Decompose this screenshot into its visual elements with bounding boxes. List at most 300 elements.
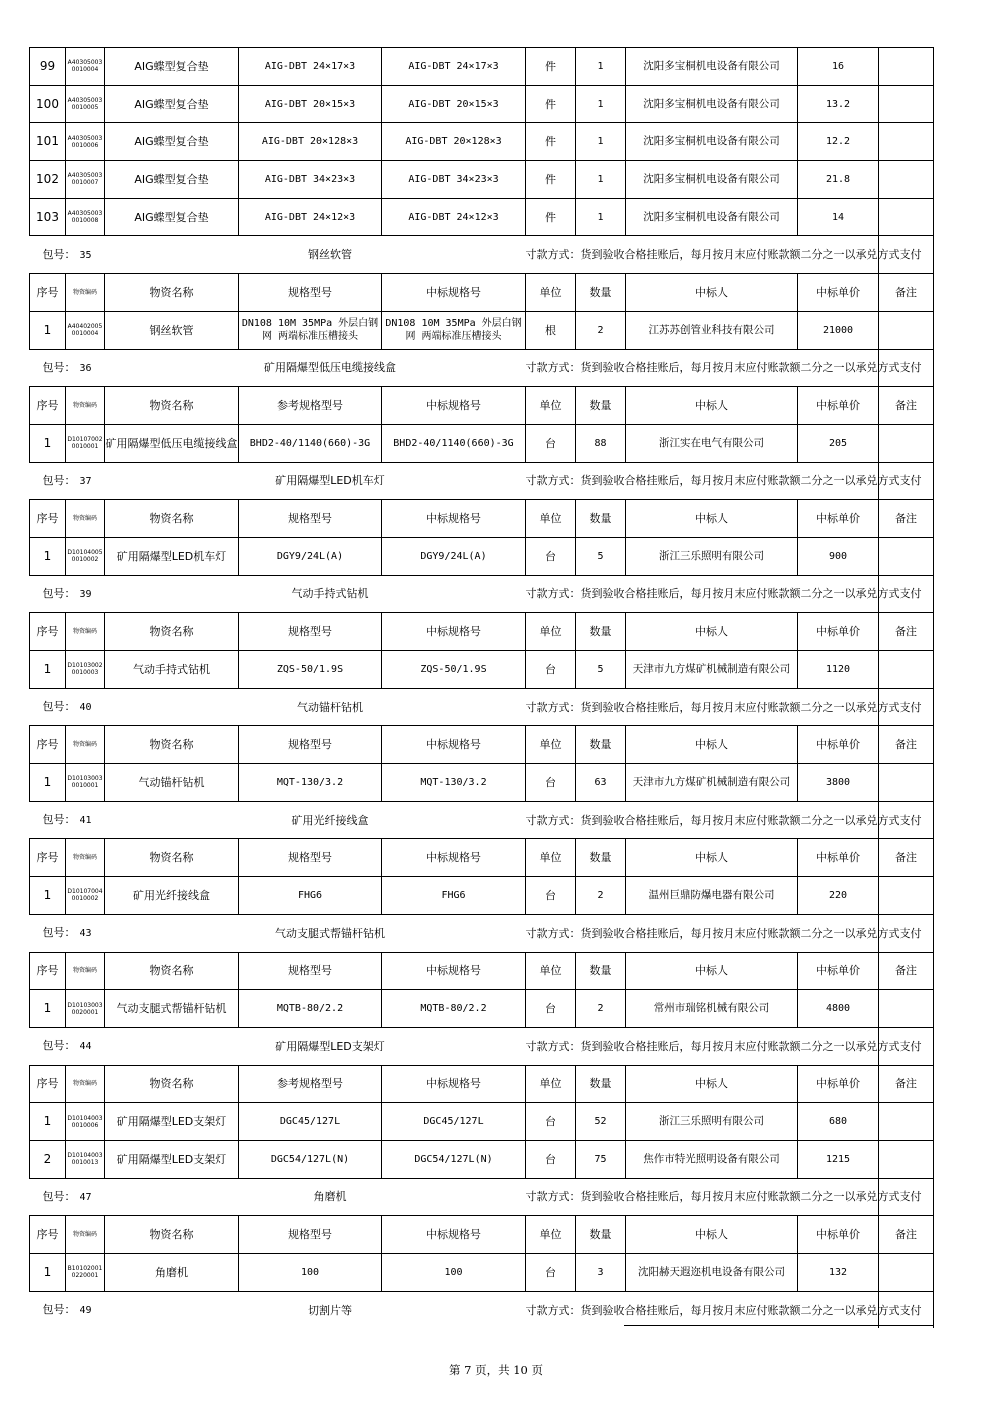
col-header-code: 物资编码 — [66, 839, 105, 877]
qty-cell: 1 — [576, 85, 626, 123]
price-cell: 14 — [798, 198, 879, 236]
col-header-bid-spec: 中标规格号 — [382, 500, 526, 538]
col-header-code: 物资编码 — [66, 613, 105, 651]
bid-spec-cell: DGC45/127L — [382, 1103, 526, 1141]
payment-terms: 寸款方式：货到验收合格挂账后，每月按月末应付账款额二分之一以承兑方式支付 — [525, 700, 922, 714]
col-header-bidder: 中标人 — [626, 952, 798, 990]
package-title: 气动锚杆钻机 — [297, 700, 363, 714]
table-row — [30, 85, 934, 123]
remark-cell — [879, 990, 934, 1028]
package-row — [30, 1291, 934, 1328]
seq-cell: 1 — [30, 877, 66, 915]
package-number — [30, 688, 105, 726]
column-header-row — [30, 1216, 934, 1254]
bid-spec-cell: FHG6 — [382, 877, 526, 915]
bid-spec-cell: AIG-DBT 34×23×3 — [382, 161, 526, 199]
col-header-spec: 规格型号 — [239, 613, 382, 651]
material-name-cell: 钢丝软管 — [105, 311, 239, 349]
bidder-cell: 焦作市特光照明设备有限公司 — [626, 1140, 798, 1178]
spec-cell: DGY9/24L(A) — [239, 537, 382, 575]
col-header-bidder: 中标人 — [626, 387, 798, 425]
col-header-name: 物资名称 — [105, 726, 239, 764]
column-header-row — [30, 1065, 934, 1103]
spec-cell: BHD2-40/1140(660)-3G — [239, 424, 382, 462]
col-header-price: 中标单价 — [798, 500, 879, 538]
unit-cell: 件 — [526, 161, 576, 199]
col-header-name: 物资名称 — [105, 613, 239, 651]
col-header-seq: 序号 — [30, 613, 66, 651]
spec-cell: AIG-DBT 20×128×3 — [239, 123, 382, 161]
qty-cell: 52 — [576, 1103, 626, 1141]
unit-cell: 台 — [526, 1254, 576, 1292]
spec-cell: FHG6 — [239, 877, 382, 915]
col-header-bidder: 中标人 — [626, 500, 798, 538]
col-header-bid-spec: 中标规格号 — [382, 1065, 526, 1103]
payment-terms: 寸款方式：货到验收合格挂账后，每月按月末应付账款额二分之一以承兑方式支付 — [525, 1039, 922, 1053]
qty-cell: 5 — [576, 537, 626, 575]
col-header-seq: 序号 — [30, 274, 66, 312]
seq-cell: 1 — [30, 537, 66, 575]
bid-spec-cell: MQT-130/3.2 — [382, 764, 526, 802]
table-row — [30, 1103, 934, 1141]
col-header-price: 中标单价 — [798, 613, 879, 651]
qty-cell: 1 — [576, 161, 626, 199]
col-header-remark: 备注 — [879, 1065, 934, 1103]
table-row — [30, 123, 934, 161]
material-name-cell: AIG蝶型复合垫 — [105, 85, 239, 123]
payment-terms: 寸款方式：货到验收合格挂账后，每月按月末应付账款额二分之一以承兑方式支付 — [525, 248, 922, 262]
col-header-bid-spec: 中标规格号 — [382, 952, 526, 990]
payment-terms: 寸款方式：货到验收合格挂账后，每月按月末应付账款额二分之一以承兑方式支付 — [525, 587, 922, 601]
column-header-row — [30, 387, 934, 425]
material-name-cell: 气动支腿式帮锚杆钻机 — [105, 990, 239, 1028]
remark-cell — [879, 1103, 934, 1141]
col-header-name: 物资名称 — [105, 952, 239, 990]
bidder-cell: 浙江三乐照明有限公司 — [626, 1103, 798, 1141]
table-row — [30, 877, 934, 915]
package-row — [30, 575, 934, 613]
package-number — [30, 575, 105, 613]
remark-cell — [879, 1140, 934, 1178]
col-header-bidder: 中标人 — [626, 839, 798, 877]
table-row — [30, 1140, 934, 1178]
price-cell: 3800 — [798, 764, 879, 802]
spec-cell: DN108 10M 35MPa 外层白钢网 两端标准压槽接头 — [239, 311, 382, 349]
col-header-qty: 数量 — [576, 1216, 626, 1254]
bid-spec-cell: AIG-DBT 24×17×3 — [382, 48, 526, 86]
col-header-bid-spec: 中标规格号 — [382, 613, 526, 651]
col-header-seq: 序号 — [30, 1216, 66, 1254]
package-number — [30, 914, 105, 952]
material-code-cell: A40305003 0010007 — [66, 161, 105, 199]
seq-cell: 103 — [30, 198, 66, 236]
qty-cell: 1 — [576, 123, 626, 161]
material-name-cell: 气动锚杆钻机 — [105, 764, 239, 802]
price-cell: 205 — [798, 424, 879, 462]
col-header-unit: 单位 — [526, 726, 576, 764]
spec-cell: AIG-DBT 24×17×3 — [239, 48, 382, 86]
col-header-price: 中标单价 — [798, 839, 879, 877]
spec-cell: ZQS-50/1.9S — [239, 651, 382, 689]
col-header-qty: 数量 — [576, 839, 626, 877]
col-header-name: 物资名称 — [105, 1065, 239, 1103]
material-code-cell: B10102001 0220001 — [66, 1254, 105, 1292]
price-cell: 132 — [798, 1254, 879, 1292]
price-cell: 1215 — [798, 1140, 879, 1178]
material-name-cell: AIG蝶型复合垫 — [105, 161, 239, 199]
bid-spec-cell: AIG-DBT 20×15×3 — [382, 85, 526, 123]
col-header-remark: 备注 — [879, 726, 934, 764]
col-header-unit: 单位 — [526, 500, 576, 538]
column-header-row — [30, 613, 934, 651]
remark-cell — [879, 48, 934, 86]
remark-cell — [879, 877, 934, 915]
remark-cell — [879, 537, 934, 575]
unit-cell: 台 — [526, 424, 576, 462]
price-cell: 21.8 — [798, 161, 879, 199]
price-cell: 4800 — [798, 990, 879, 1028]
material-name-cell: 矿用隔爆型LED支架灯 — [105, 1103, 239, 1141]
qty-cell: 88 — [576, 424, 626, 462]
col-header-seq: 序号 — [30, 500, 66, 538]
bidder-cell: 温州巨鼎防爆电器有限公司 — [626, 877, 798, 915]
price-cell: 12.2 — [798, 123, 879, 161]
table-row — [30, 537, 934, 575]
material-name-cell: 矿用隔爆型低压电缆接线盒 — [105, 424, 239, 462]
material-code-cell: D10103003 0010001 — [66, 764, 105, 802]
unit-cell: 件 — [526, 123, 576, 161]
table-bottom-rule — [624, 1325, 933, 1326]
col-header-price: 中标单价 — [798, 1065, 879, 1103]
bidder-cell: 浙江三乐照明有限公司 — [626, 537, 798, 575]
bid-spec-cell: 100 — [382, 1254, 526, 1292]
package-title: 切割片等 — [308, 1303, 352, 1317]
column-header-row — [30, 952, 934, 990]
col-header-bidder: 中标人 — [626, 1216, 798, 1254]
col-header-spec: 规格型号 — [239, 500, 382, 538]
qty-cell: 3 — [576, 1254, 626, 1292]
remark-cell — [879, 123, 934, 161]
package-label: 包号： — [42, 813, 76, 827]
package-no: 41 — [79, 815, 92, 827]
spec-cell: MQTB-80/2.2 — [239, 990, 382, 1028]
material-code-cell: A40305003 0010008 — [66, 198, 105, 236]
qty-cell: 2 — [576, 990, 626, 1028]
package-number — [30, 462, 105, 500]
spec-cell: AIG-DBT 24×12×3 — [239, 198, 382, 236]
material-name-cell: 气动手持式钻机 — [105, 651, 239, 689]
bid-spec-cell: BHD2-40/1140(660)-3G — [382, 424, 526, 462]
bidder-cell: 浙江实在电气有限公司 — [626, 424, 798, 462]
seq-cell: 2 — [30, 1140, 66, 1178]
material-code-cell: D10104005 0010002 — [66, 537, 105, 575]
material-name-cell: 矿用光纤接线盒 — [105, 877, 239, 915]
payment-terms: 寸款方式：货到验收合格挂账后，每月按月末应付账款额二分之一以承兑方式支付 — [525, 361, 922, 375]
unit-cell: 台 — [526, 537, 576, 575]
package-label: 包号： — [42, 1303, 76, 1317]
payment-terms: 寸款方式：货到验收合格挂账后，每月按月末应付账款额二分之一以承兑方式支付 — [525, 813, 922, 827]
bidder-cell: 沈阳多宝桐机电设备有限公司 — [626, 48, 798, 86]
package-row — [30, 236, 934, 274]
package-no: 47 — [79, 1191, 92, 1203]
col-header-code: 物资编码 — [66, 274, 105, 312]
col-header-spec: 规格型号 — [239, 952, 382, 990]
seq-cell: 1 — [30, 424, 66, 462]
remark-cell — [879, 161, 934, 199]
package-no: 39 — [79, 588, 92, 600]
bidder-cell: 沈阳多宝桐机电设备有限公司 — [626, 123, 798, 161]
package-title: 矿用隔爆型低压电缆接线盒 — [264, 361, 396, 375]
unit-cell: 件 — [526, 48, 576, 86]
spec-cell: MQT-130/3.2 — [239, 764, 382, 802]
price-cell: 1120 — [798, 651, 879, 689]
qty-cell: 1 — [576, 198, 626, 236]
package-title: 气动手持式钻机 — [291, 587, 369, 601]
spec-cell: AIG-DBT 20×15×3 — [239, 85, 382, 123]
material-name-cell: 矿用隔爆型LED机车灯 — [105, 537, 239, 575]
col-header-remark: 备注 — [879, 387, 934, 425]
bidder-cell: 沈阳多宝桐机电设备有限公司 — [626, 85, 798, 123]
bid-spec-cell: MQTB-80/2.2 — [382, 990, 526, 1028]
bid-spec-cell: ZQS-50/1.9S — [382, 651, 526, 689]
package-number — [30, 236, 105, 274]
spec-cell: 100 — [239, 1254, 382, 1292]
material-code-cell: A40305003 0010005 — [66, 85, 105, 123]
package-row — [30, 1178, 934, 1216]
payment-terms: 寸款方式：货到验收合格挂账后，每月按月末应付账款额二分之一以承兑方式支付 — [525, 474, 922, 488]
bidder-cell: 沈阳多宝桐机电设备有限公司 — [626, 161, 798, 199]
table-row — [30, 1254, 934, 1292]
package-number — [30, 1027, 105, 1065]
package-no: 37 — [79, 475, 92, 487]
col-header-seq: 序号 — [30, 726, 66, 764]
col-header-unit: 单位 — [526, 839, 576, 877]
unit-cell: 件 — [526, 85, 576, 123]
material-code-cell: A40402005 0010004 — [66, 311, 105, 349]
package-no: 36 — [79, 362, 92, 374]
package-row — [30, 462, 934, 500]
material-code-cell: D10103003 0020001 — [66, 990, 105, 1028]
price-cell: 16 — [798, 48, 879, 86]
bid-spec-cell: AIG-DBT 20×128×3 — [382, 123, 526, 161]
package-number — [30, 801, 105, 839]
package-label: 包号： — [42, 473, 76, 487]
col-header-unit: 单位 — [526, 387, 576, 425]
unit-cell: 台 — [526, 764, 576, 802]
package-no: 35 — [79, 249, 92, 261]
unit-cell: 台 — [526, 1140, 576, 1178]
material-name-cell: 矿用隔爆型LED支架灯 — [105, 1140, 239, 1178]
col-header-name: 物资名称 — [105, 1216, 239, 1254]
remark-cell — [879, 85, 934, 123]
qty-cell: 1 — [576, 48, 626, 86]
remark-cell — [879, 764, 934, 802]
payment-terms: 寸款方式：货到验收合格挂账后，每月按月末应付账款额二分之一以承兑方式支付 — [525, 926, 922, 940]
col-header-code: 物资编码 — [66, 500, 105, 538]
col-header-price: 中标单价 — [798, 387, 879, 425]
col-header-bid-spec: 中标规格号 — [382, 839, 526, 877]
bid-result-table — [29, 47, 934, 1328]
col-header-bidder: 中标人 — [626, 274, 798, 312]
col-header-code: 物资编码 — [66, 1065, 105, 1103]
package-row — [30, 914, 934, 952]
col-header-code: 物资编码 — [66, 387, 105, 425]
table-row — [30, 161, 934, 199]
col-header-qty: 数量 — [576, 274, 626, 312]
package-label: 包号： — [42, 360, 76, 374]
price-cell: 21000 — [798, 311, 879, 349]
col-header-spec: 规格型号 — [239, 274, 382, 312]
seq-cell: 1 — [30, 1103, 66, 1141]
remark-cell — [879, 424, 934, 462]
payment-terms: 寸款方式：货到验收合格挂账后，每月按月末应付账款额二分之一以承兑方式支付 — [525, 1190, 922, 1204]
col-header-spec: 参考规格型号 — [239, 387, 382, 425]
col-header-spec: 规格型号 — [239, 1216, 382, 1254]
table-row — [30, 311, 934, 349]
material-name-cell: AIG蝶型复合垫 — [105, 48, 239, 86]
bid-spec-cell: DGY9/24L(A) — [382, 537, 526, 575]
package-no: 44 — [79, 1041, 92, 1053]
col-header-remark: 备注 — [879, 500, 934, 538]
material-code-cell: D10103002 0010003 — [66, 651, 105, 689]
unit-cell: 台 — [526, 877, 576, 915]
col-header-seq: 序号 — [30, 1065, 66, 1103]
qty-cell: 75 — [576, 1140, 626, 1178]
col-header-bid-spec: 中标规格号 — [382, 274, 526, 312]
col-header-bidder: 中标人 — [626, 726, 798, 764]
remark-cell — [879, 311, 934, 349]
material-code-cell: D10104003 0010006 — [66, 1103, 105, 1141]
bid-spec-cell: DGC54/127L(N) — [382, 1140, 526, 1178]
package-title: 矿用隔爆型LED机车灯 — [275, 474, 385, 488]
col-header-spec: 规格型号 — [239, 839, 382, 877]
col-header-qty: 数量 — [576, 500, 626, 538]
column-header-row — [30, 726, 934, 764]
package-number — [30, 349, 105, 387]
col-header-price: 中标单价 — [798, 726, 879, 764]
seq-cell: 99 — [30, 48, 66, 86]
col-header-unit: 单位 — [526, 274, 576, 312]
price-cell: 220 — [798, 877, 879, 915]
col-header-name: 物资名称 — [105, 387, 239, 425]
unit-cell: 件 — [526, 198, 576, 236]
package-no: 43 — [79, 928, 92, 940]
col-header-spec: 规格型号 — [239, 726, 382, 764]
qty-cell: 63 — [576, 764, 626, 802]
column-header-row — [30, 500, 934, 538]
table-row — [30, 764, 934, 802]
material-code-cell: D10107002 0010001 — [66, 424, 105, 462]
table-row — [30, 198, 934, 236]
package-label: 包号： — [42, 700, 76, 714]
col-header-qty: 数量 — [576, 387, 626, 425]
col-header-bidder: 中标人 — [626, 613, 798, 651]
bidder-cell: 江苏苏创管业科技有限公司 — [626, 311, 798, 349]
seq-cell: 1 — [30, 651, 66, 689]
unit-cell: 台 — [526, 651, 576, 689]
bid-spec-cell: DN108 10M 35MPa 外层白钢网 两端标准压槽接头 — [382, 311, 526, 349]
remark-cell — [879, 198, 934, 236]
package-label: 包号： — [42, 1189, 76, 1203]
unit-cell: 根 — [526, 311, 576, 349]
table-row — [30, 48, 934, 86]
col-header-seq: 序号 — [30, 387, 66, 425]
col-header-remark: 备注 — [879, 952, 934, 990]
material-code-cell: D10107004 0010002 — [66, 877, 105, 915]
col-header-name: 物资名称 — [105, 274, 239, 312]
material-name-cell: AIG蝶型复合垫 — [105, 123, 239, 161]
package-title: 矿用隔爆型LED支架灯 — [275, 1039, 385, 1053]
col-header-bid-spec: 中标规格号 — [382, 1216, 526, 1254]
col-header-unit: 单位 — [526, 1216, 576, 1254]
bid-spec-cell: AIG-DBT 24×12×3 — [382, 198, 526, 236]
col-header-remark: 备注 — [879, 274, 934, 312]
qty-cell: 5 — [576, 651, 626, 689]
package-title: 气动支腿式帮锚杆钻机 — [275, 926, 385, 940]
bidder-cell: 天津市九方煤矿机械制造有限公司 — [626, 764, 798, 802]
package-label: 包号： — [42, 586, 76, 600]
col-header-unit: 单位 — [526, 1065, 576, 1103]
unit-cell: 台 — [526, 990, 576, 1028]
package-title: 钢丝软管 — [308, 248, 352, 262]
remark-cell — [879, 1254, 934, 1292]
col-header-spec: 参考规格型号 — [239, 1065, 382, 1103]
package-row — [30, 688, 934, 726]
col-header-qty: 数量 — [576, 613, 626, 651]
col-header-bid-spec: 中标规格号 — [382, 387, 526, 425]
price-cell: 680 — [798, 1103, 879, 1141]
seq-cell: 1 — [30, 764, 66, 802]
seq-cell: 1 — [30, 1254, 66, 1292]
seq-cell: 1 — [30, 990, 66, 1028]
col-header-qty: 数量 — [576, 952, 626, 990]
col-header-name: 物资名称 — [105, 500, 239, 538]
package-title: 角磨机 — [313, 1190, 347, 1204]
package-no: 49 — [79, 1305, 92, 1317]
unit-cell: 台 — [526, 1103, 576, 1141]
qty-cell: 2 — [576, 311, 626, 349]
col-header-seq: 序号 — [30, 839, 66, 877]
col-header-code: 物资编码 — [66, 726, 105, 764]
col-header-unit: 单位 — [526, 952, 576, 990]
spec-cell: DGC45/127L — [239, 1103, 382, 1141]
col-header-qty: 数量 — [576, 726, 626, 764]
table-row — [30, 651, 934, 689]
page-footer: 第 7 页，共 10 页 — [448, 1363, 544, 1377]
col-header-qty: 数量 — [576, 1065, 626, 1103]
col-header-remark: 备注 — [879, 839, 934, 877]
col-header-price: 中标单价 — [798, 274, 879, 312]
col-header-code: 物资编码 — [66, 952, 105, 990]
column-header-row — [30, 274, 934, 312]
seq-cell: 101 — [30, 123, 66, 161]
package-number — [30, 1291, 105, 1328]
seq-cell: 102 — [30, 161, 66, 199]
package-title: 矿用光纤接线盒 — [291, 813, 369, 827]
seq-cell: 1 — [30, 311, 66, 349]
table-row — [30, 990, 934, 1028]
col-header-bid-spec: 中标规格号 — [382, 726, 526, 764]
seq-cell: 100 — [30, 85, 66, 123]
package-label: 包号： — [42, 1039, 76, 1053]
material-code-cell: D10104003 0010013 — [66, 1140, 105, 1178]
payment-terms: 寸款方式：货到验收合格挂账后，每月按月末应付账款额二分之一以承兑方式支付 — [525, 1303, 922, 1317]
material-code-cell: A40305003 0010004 — [66, 48, 105, 86]
table-row — [30, 424, 934, 462]
col-header-price: 中标单价 — [798, 952, 879, 990]
column-header-row — [30, 839, 934, 877]
price-cell: 900 — [798, 537, 879, 575]
